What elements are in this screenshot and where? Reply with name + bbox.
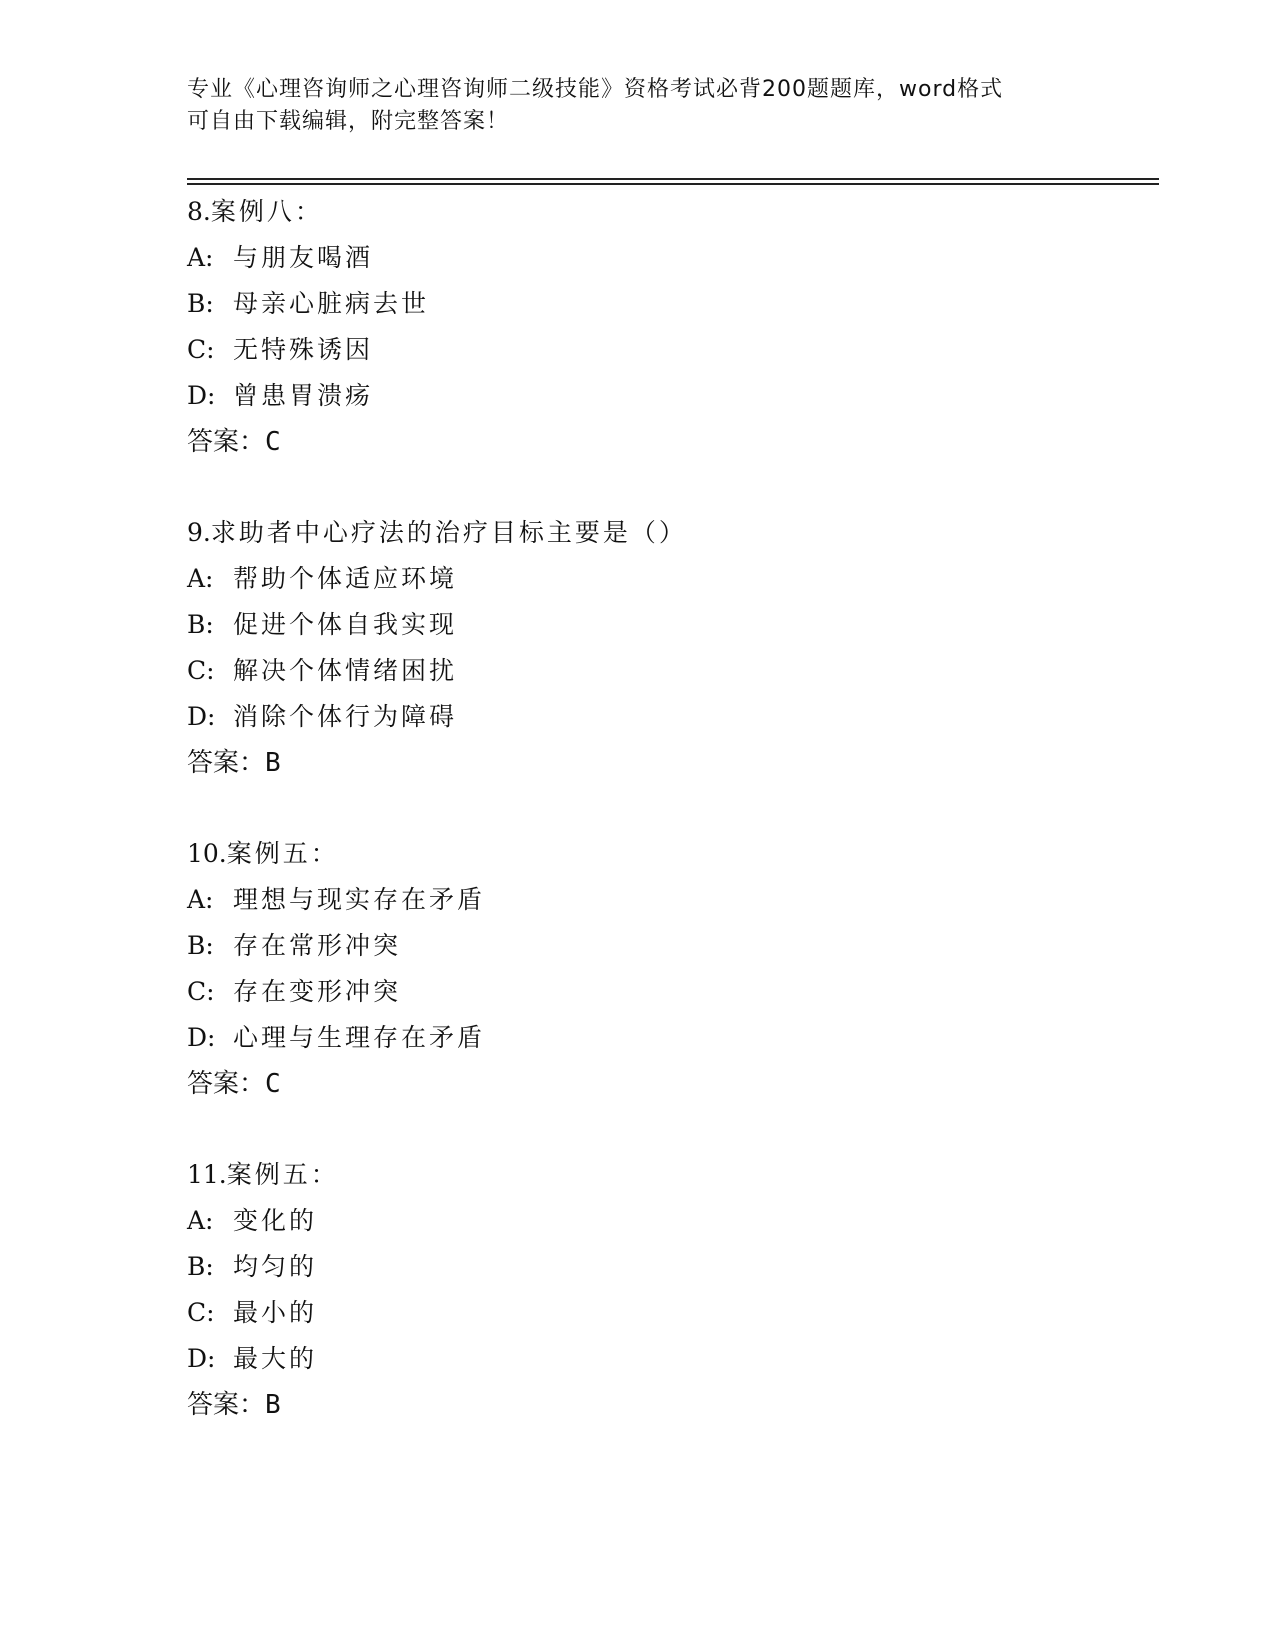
answer-label: 答案： [187, 748, 266, 778]
question-text: 案例五： [226, 839, 339, 868]
option-c [187, 969, 1137, 1015]
header-divider-top [187, 178, 1159, 180]
option-text: 最大的 [233, 1344, 318, 1373]
option-a [187, 235, 1137, 281]
answer-line [187, 1061, 1137, 1107]
option-c [187, 327, 1137, 373]
header-line-2: 可自由下载编辑，附完整答案！ [187, 109, 510, 134]
option-text: 存在变形冲突 [233, 977, 402, 1006]
header-divider-bottom [187, 183, 1159, 185]
answer-label: 答案： [187, 1390, 266, 1420]
question-number: 9. [187, 518, 211, 547]
answer-line [187, 1382, 1137, 1428]
option-text: 心理与生理存在矛盾 [233, 1023, 486, 1052]
option-text: 解决个体情绪困扰 [233, 656, 458, 685]
answer-label: 答案： [187, 1069, 266, 1099]
question-number: 10. [187, 839, 227, 868]
option-letter: A: [187, 564, 214, 593]
question-stem [187, 510, 1137, 556]
option-letter: D: [187, 702, 216, 731]
option-d [187, 373, 1137, 419]
header-line-1: 专业《心理咨询师之心理咨询师二级技能》资格考试必背200题题库，word格式 [187, 77, 1004, 102]
option-d [187, 1336, 1137, 1382]
question-number: 11. [187, 1160, 227, 1189]
option-text: 无特殊诱因 [233, 335, 374, 364]
option-a [187, 556, 1137, 602]
option-letter: A: [187, 885, 214, 914]
option-text: 帮助个体适应环境 [233, 564, 458, 593]
answer-value: C [265, 1069, 281, 1099]
option-text: 曾患胃溃疡 [233, 381, 374, 410]
option-text: 变化的 [233, 1206, 318, 1235]
option-letter: B: [187, 931, 214, 960]
option-b [187, 602, 1137, 648]
option-letter: B: [187, 610, 214, 639]
option-letter: C: [187, 656, 215, 685]
answer-value: C [265, 427, 281, 457]
option-text: 最小的 [233, 1298, 318, 1327]
question-text: 案例八： [210, 197, 323, 226]
option-letter: A: [187, 1206, 214, 1235]
option-letter: A: [187, 243, 214, 272]
option-text: 与朋友喝酒 [233, 243, 374, 272]
question-list [187, 189, 1137, 1473]
option-a [187, 877, 1137, 923]
option-letter: C: [187, 1298, 215, 1327]
option-b [187, 923, 1137, 969]
document-header [187, 74, 1087, 138]
question-stem [187, 831, 1137, 877]
question-number: 8. [187, 197, 211, 226]
option-text: 均匀的 [233, 1252, 318, 1281]
option-text: 消除个体行为障碍 [233, 702, 458, 731]
answer-value: B [265, 1390, 281, 1420]
question-stem [187, 1152, 1137, 1198]
option-text: 理想与现实存在矛盾 [233, 885, 486, 914]
option-text: 促进个体自我实现 [233, 610, 458, 639]
question-11 [187, 1152, 1137, 1428]
answer-value: B [265, 748, 281, 778]
option-c [187, 1290, 1137, 1336]
option-letter: D: [187, 381, 216, 410]
option-text: 存在常形冲突 [233, 931, 402, 960]
question-stem [187, 189, 1137, 235]
question-text: 案例五： [226, 1160, 339, 1189]
question-8 [187, 189, 1137, 465]
question-9 [187, 510, 1137, 786]
option-d [187, 694, 1137, 740]
option-b [187, 281, 1137, 327]
option-letter: B: [187, 1252, 214, 1281]
option-b [187, 1244, 1137, 1290]
answer-label: 答案： [187, 427, 266, 457]
answer-line [187, 740, 1137, 786]
option-c [187, 648, 1137, 694]
option-letter: C: [187, 335, 215, 364]
option-d [187, 1015, 1137, 1061]
option-letter: D: [187, 1023, 216, 1052]
option-letter: C: [187, 977, 215, 1006]
option-text: 母亲心脏病去世 [233, 289, 430, 318]
option-letter: B: [187, 289, 214, 318]
option-letter: D: [187, 1344, 216, 1373]
answer-line [187, 419, 1137, 465]
option-a [187, 1198, 1137, 1244]
question-10 [187, 831, 1137, 1107]
question-text: 求助者中心疗法的治疗目标主要是（） [210, 518, 687, 547]
